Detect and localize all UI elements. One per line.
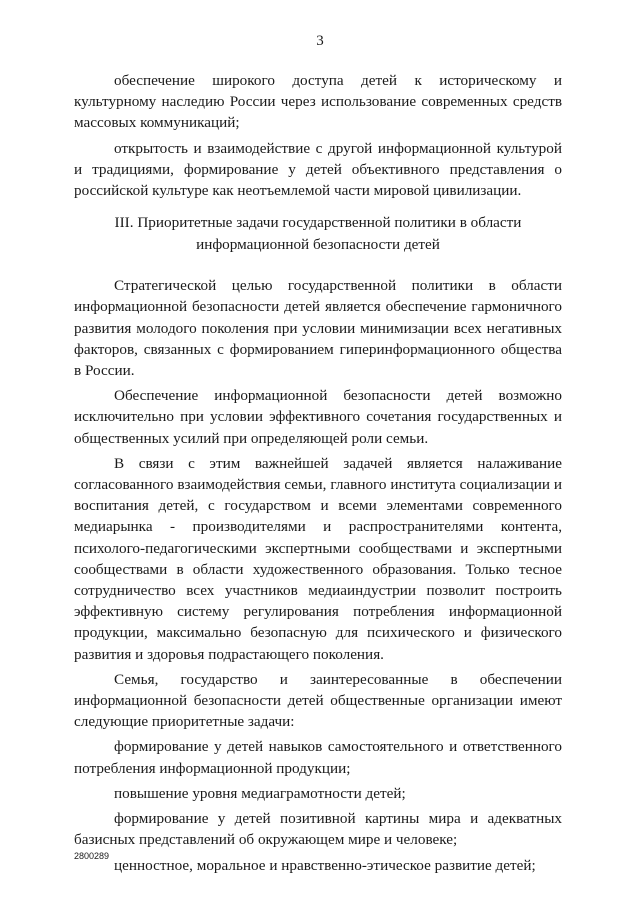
list-item-moral-development: ценностное, моральное и нравственно-этическое развитие детей; xyxy=(114,856,536,874)
section-heading-line-2: информационной безопасности детей xyxy=(196,235,440,253)
paragraph-historical-heritage: обеспечение широкого доступа детей к историческому и культурному наследию России через использование современных средств массовых коммуникаций; xyxy=(74,72,562,132)
list-item-positive-worldview: формирование у детей позитивной картины мира и адекватных базисных представлений об окружающем мире и человеке; xyxy=(74,810,562,849)
paragraph-strategic-goal: Стратегической целью государственной политики в области информационной безопасности детей является обеспечение гармоничного развития молодого поколения при условии минимизации всех негативных факторов, связанных с формированием гиперинформационного общества в России. xyxy=(74,277,562,380)
document-body xyxy=(74,70,562,876)
paragraph-priority-tasks-intro: Семья, государство и заинтересованные в обеспечении информационной безопасности детей общественные организации имеют следующие приоритетные задачи: xyxy=(74,670,562,731)
section-heading xyxy=(74,212,562,255)
paragraph-openness: открытость и взаимодействие с другой информационной культурой и традициями, формирование у детей объективного представления о российской культуре как неотъемлемой части мировой цивилизации. xyxy=(74,139,562,200)
list-item-media-literacy: повышение уровня медиаграмотности детей; xyxy=(114,784,406,802)
document-code: 2800289 xyxy=(74,851,110,861)
paragraph-state-and-society: Обеспечение информационной безопасности детей возможно исключительно при условии эффективного сочетания государственных и общественных усилий при определяющей роли семьи. xyxy=(74,387,562,447)
page-number: 3 xyxy=(316,33,324,49)
list-item-responsible-consumption: формирование у детей навыков самостоятельного и ответственного потребления информационной продукции; xyxy=(74,738,562,777)
paragraph-family-cooperation: В связи с этим важнейшей задачей является налаживание согласованного взаимодействия семьи, главного института социализации и воспитания детей, с государством и всеми элементами современного медиарынка - производителями и распространителями контента, психолого-педагогическими экспертными сообществами и экспертными сообществами в области художественного образования. Только тесное сотрудничество всех участников медиаиндустрии позволит построить эффективную систему регулирования потребления информационной продукции, максимально безопасную для психического и физического развития и здоровья подрастающего поколения. xyxy=(74,454,562,663)
section-heading-line-1: III. Приоритетные задачи государственной политики в области xyxy=(114,214,522,232)
